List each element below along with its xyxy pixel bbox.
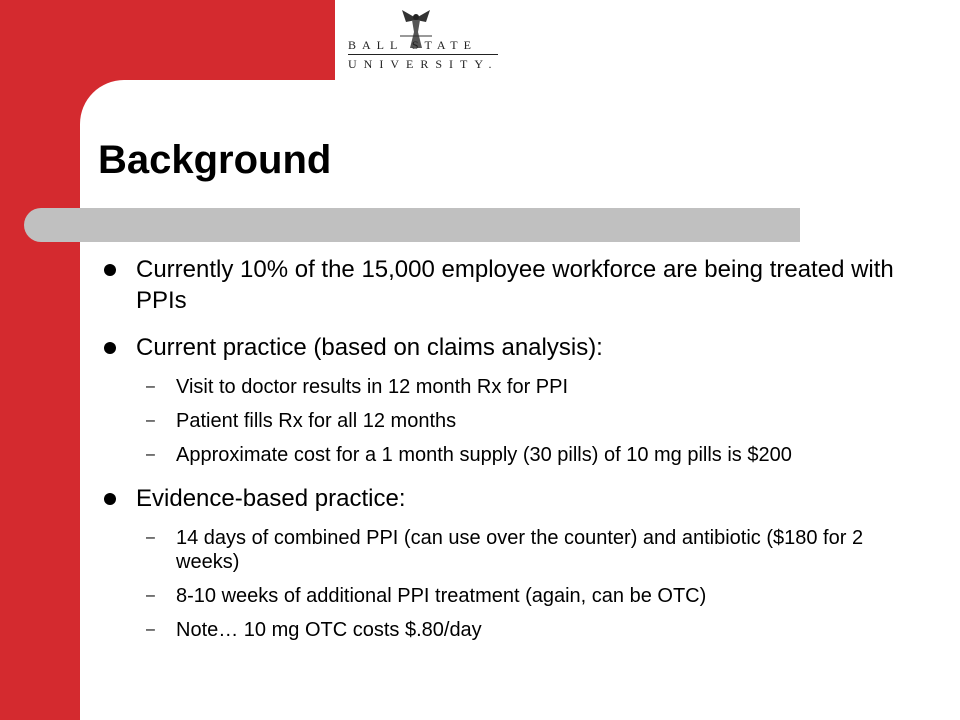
ball-state-logo [348, 8, 498, 70]
bullet-dot-icon [104, 493, 116, 505]
slide-title: Background [98, 138, 332, 182]
sub-bullet-dash-icon: – [146, 446, 155, 463]
sub-bullet-item [136, 375, 904, 399]
bullet-dot-icon [104, 264, 116, 276]
logo-wordmark-top: BALL STATE [348, 38, 477, 52]
bullet-text: Current practice (based on claims analysis): [136, 334, 603, 361]
sub-bullet-list [136, 375, 904, 467]
sub-bullet-item [136, 618, 904, 642]
sub-bullet-text: Visit to doctor results in 12 month Rx for PPI [176, 376, 569, 398]
sub-bullet-item [136, 526, 904, 574]
sub-bullet-dash-icon: – [146, 587, 155, 604]
bullet-text: Currently 10% of the 15,000 employee workforce are being treated with PPIs [136, 256, 894, 314]
sub-bullet-item [136, 409, 904, 433]
title-rule-bar [24, 208, 800, 242]
sub-bullet-dash-icon: – [146, 412, 155, 429]
sub-bullet-text: 8-10 weeks of additional PPI treatment (again, can be OTC) [176, 585, 707, 607]
bullet-text: Evidence-based practice: [136, 485, 406, 512]
bullet-item [104, 332, 904, 467]
sub-bullet-dash-icon: – [146, 529, 155, 546]
sub-bullet-text: Note… 10 mg OTC costs $.80/day [176, 619, 482, 641]
logo-text-line2 [348, 54, 498, 70]
sub-bullet-text: 14 days of combined PPI (can use over the counter) and antibiotic ($180 for 2 weeks) [176, 527, 864, 573]
sub-bullet-item [136, 584, 904, 608]
sub-bullet-list [136, 526, 904, 642]
logo-text-line1 [348, 38, 498, 54]
sub-bullet-text: Approximate cost for a 1 month supply (30 pills) of 10 mg pills is $200 [176, 444, 792, 466]
bullet-item [104, 254, 904, 316]
sub-bullet-dash-icon: – [146, 621, 155, 638]
sub-bullet-text: Patient fills Rx for all 12 months [176, 410, 457, 432]
bullet-dot-icon [104, 342, 116, 354]
bullet-item [104, 483, 904, 642]
logo-wordmark-bottom: UNIVERSITY. [348, 57, 499, 71]
sub-bullet-dash-icon: – [146, 378, 155, 395]
bullet-list [104, 254, 904, 658]
sub-bullet-item [136, 443, 904, 467]
